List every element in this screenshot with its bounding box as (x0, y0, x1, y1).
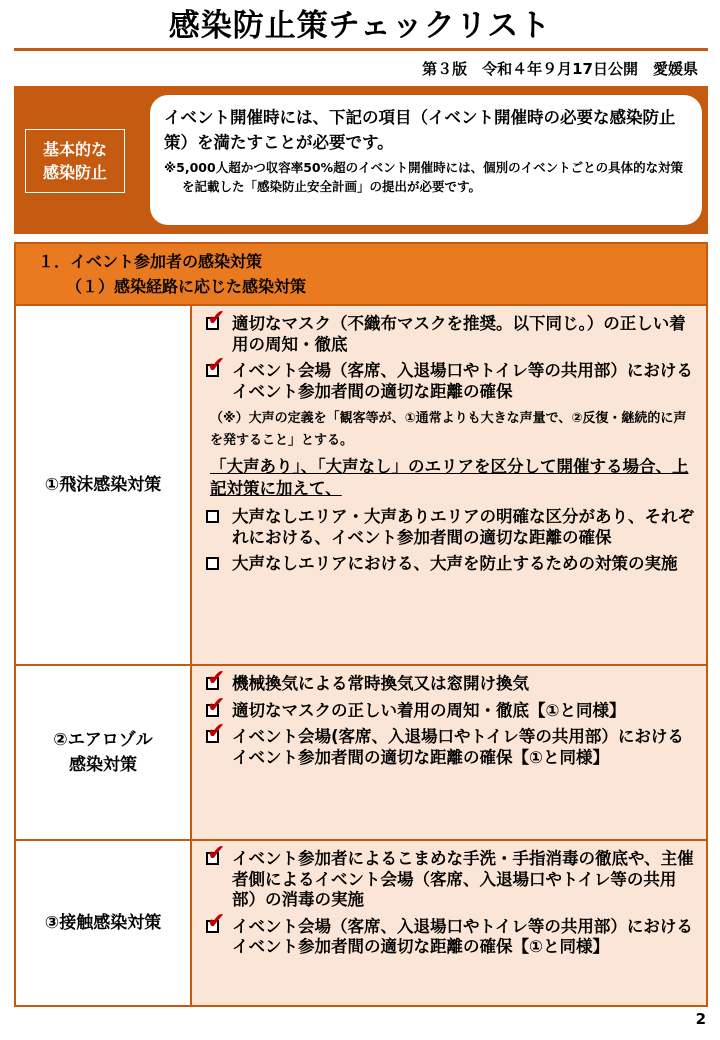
checklist-item-text: 適切なマスクの正しい着用の周知・徹底【①と同様】 (232, 700, 626, 720)
checklist-item[interactable] (202, 507, 698, 548)
checklist-item-text: イベント会場(客席、入退場口やトイレ等の共用部）におけるイベント参加者間の適切な距離の確保【①と同様】 (232, 727, 684, 767)
row-content-aerosol (192, 666, 706, 839)
checklist-item-text: 適切なマスク（不織布マスクを推奨。以下同じ。）の正しい着用の周知・徹底 (232, 314, 686, 354)
row-content-contact (192, 841, 706, 1005)
checklist-item[interactable] (202, 666, 698, 695)
basic-prevention-label (25, 129, 125, 193)
checkmark-icon: ✔ (207, 353, 226, 378)
checkmark-icon: ✔ (207, 719, 226, 744)
checklist-item[interactable] (202, 306, 698, 355)
basic-prevention-text-box (150, 95, 702, 225)
row-label-line2: 感染対策 (69, 754, 137, 775)
basic-label-line2: 感染防止 (42, 163, 107, 182)
checklist-item-text: 大声なしエリア・大声ありエリアの明確な区分があり、それぞれにおける、イベント参加者間の適切な距離の確保 (232, 507, 694, 547)
row-content-droplet (192, 306, 706, 664)
checklist-item-text: 大声なしエリアにおける、大声を防止するための対策の実施 (232, 554, 678, 573)
section-header (16, 244, 706, 306)
checklist-item[interactable] (202, 554, 698, 575)
checkmark-icon: ✔ (207, 306, 226, 331)
row-label-contact: ③接触感染対策 (16, 841, 192, 1005)
loud-voice-area-condition: 「大声あり」、「大声なし」のエリアを区分して開催する場合、上記対策に加えて、 (210, 457, 689, 498)
checklist-item[interactable] (202, 719, 698, 768)
checklist-item-text: イベント会場（客席、入退場口やトイレ等の共用部）におけるイベント参加者間の適切な距離の確保【①と同様】 (232, 916, 693, 956)
section-heading: １．イベント参加者の感染対策 (38, 252, 263, 271)
checkbox[interactable] (206, 510, 219, 523)
page-number: 2 (695, 1010, 706, 1028)
checkmark-icon: ✔ (207, 908, 226, 934)
basic-label-line1: 基本的な (42, 140, 107, 159)
row-label-droplet: ①飛沫感染対策 (16, 306, 192, 664)
checklist-table (14, 242, 708, 1007)
checklist-item[interactable] (202, 353, 698, 402)
title-divider (14, 48, 708, 51)
checklist-item[interactable] (202, 841, 698, 911)
basic-prevention-panel (14, 86, 708, 234)
checklist-item-text: イベント会場（客席、入退場口やトイレ等の共用部）におけるイベント参加者間の適切な距離の確保 (232, 361, 693, 401)
checklist-row-droplet (16, 306, 706, 666)
checklist-row-contact (16, 841, 706, 1005)
checklist-item-text: 機械換気による常時換気又は窓開け換気 (232, 674, 529, 693)
basic-main-text: イベント開催時には、下記の項目（イベント開催時の必要な感染防止策）を満たすことが必要です。 (164, 108, 676, 152)
checkmark-icon: ✔ (207, 841, 226, 866)
row-label-aerosol (16, 666, 192, 839)
edition-info: 第３版 令和４年９月17日公開 愛媛県 (422, 60, 698, 78)
page-title: 感染防止策チェックリスト (168, 8, 552, 44)
checklist-item-text: イベント参加者によるこまめな手洗・手指消毒の徹底や、主催者側によるイベント会場（客席、入退場口やトイレ等の共用部）の消毒の実施 (232, 849, 694, 909)
basic-note: ※5,000人超かつ収容率50%超のイベント開催時には、個別のイベントごとの具体的な対策を記載した「感染防止安全計画」の提出が必要です。 (164, 160, 684, 194)
loud-voice-definition-note: （※）大声の定義を「観客等が、①通常よりも大きな声量で、②反復・継続的に声を発すること」とする。 (210, 411, 687, 448)
checklist-row-aerosol (16, 666, 706, 841)
checkmark-icon: ✔ (207, 692, 226, 718)
section-subheading: （１）感染経路に応じた感染対策 (66, 277, 307, 296)
checkmark-icon: ✔ (207, 666, 226, 691)
checklist-item[interactable] (202, 692, 698, 722)
checklist-item[interactable] (202, 908, 698, 958)
row-label-line1: ②エアロゾル (53, 729, 153, 750)
checkbox[interactable] (206, 557, 219, 570)
